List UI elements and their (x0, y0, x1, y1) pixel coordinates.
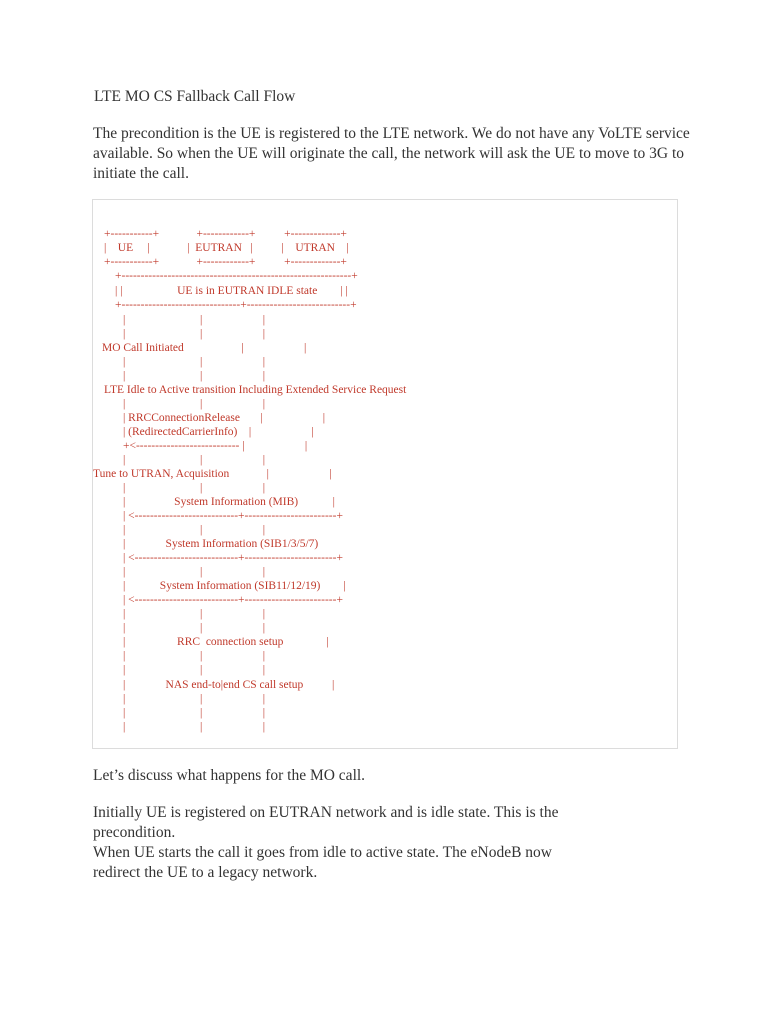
diagram-line: LTE Idle to Active transition Including Extended Service Request (104, 384, 407, 396)
diagram-line: | UE | | EUTRAN | | UTRAN | (104, 242, 349, 254)
diagram-line: | | | (123, 664, 266, 676)
diagram-line: +<--------------------------- | | (123, 440, 308, 452)
diagram-line: | | | (123, 608, 266, 620)
diagram-line: | NAS end-to|end CS call setup | (123, 679, 335, 691)
diagram-line: | <---------------------------+------------------------+ (123, 510, 343, 522)
diagram-line: | | | (123, 650, 266, 662)
diagram-line: | <---------------------------+------------------------+ (123, 552, 343, 564)
diagram-line: Tune to UTRAN, Acquisition | | (93, 468, 332, 480)
paragraph-line: precondition. (93, 824, 176, 841)
diagram-line: | (RedirectedCarrierInfo) | | (123, 426, 314, 438)
diagram-line: | | | (123, 356, 266, 368)
diagram-line: +-----------+ +------------+ +-------------+ (104, 228, 347, 240)
diagram-line: | | | (123, 370, 266, 382)
diagram-line: | RRC connection setup | (123, 636, 329, 648)
document-title: LTE MO CS Fallback Call Flow (94, 88, 296, 105)
diagram-line: | | UE is in EUTRAN IDLE state | | (115, 285, 348, 297)
paragraph-line: Initially UE is registered on EUTRAN network and is idle state. This is the (93, 804, 559, 821)
diagram-line: | RRCConnectionRelease | | (123, 412, 326, 424)
paragraph-line: redirect the UE to a legacy network. (93, 864, 318, 881)
diagram-line: | | | (123, 398, 266, 410)
diagram-line: | System Information (MIB) | (123, 496, 335, 508)
diagram-line: | | | (123, 721, 266, 733)
initially-paragraph (93, 803, 693, 883)
diagram-line: MO Call Initiated | | (102, 342, 307, 354)
diagram-line: +------------------------------------------------------------+ (115, 270, 358, 282)
discuss-paragraph: Let’s discuss what happens for the MO call. (93, 767, 366, 784)
diagram-line: | System Information (SIB11/12/19) | (123, 580, 346, 592)
diagram-line: | | | (123, 314, 266, 326)
paragraph-line: When UE starts the call it goes from idle to active state. The eNodeB now (93, 844, 552, 861)
diagram-line: | | | (123, 524, 266, 536)
diagram-line: | | | (123, 707, 266, 719)
diagram-line: | | | (123, 482, 266, 494)
diagram-line: | System Information (SIB1/3/5/7) (123, 538, 319, 550)
diagram-line: | | | (123, 566, 266, 578)
intro-paragraph: The precondition is the UE is registered to the LTE network. We do not have any VoLTE service available. So when the UE will originate the call, the network will ask the UE to move to 3G to initiate the call. (93, 125, 690, 182)
diagram-line: | | | (123, 693, 266, 705)
diagram-line: | <---------------------------+------------------------+ (123, 594, 343, 606)
diagram-line: +-----------+ +------------+ +-------------+ (104, 256, 347, 268)
call-flow-diagram-box (92, 199, 678, 749)
diagram-line: +-------------------------------+---------------------------+ (115, 299, 357, 311)
diagram-line: | | | (123, 622, 266, 634)
diagram-line: | | | (123, 454, 266, 466)
diagram-line: | | | (123, 328, 266, 340)
